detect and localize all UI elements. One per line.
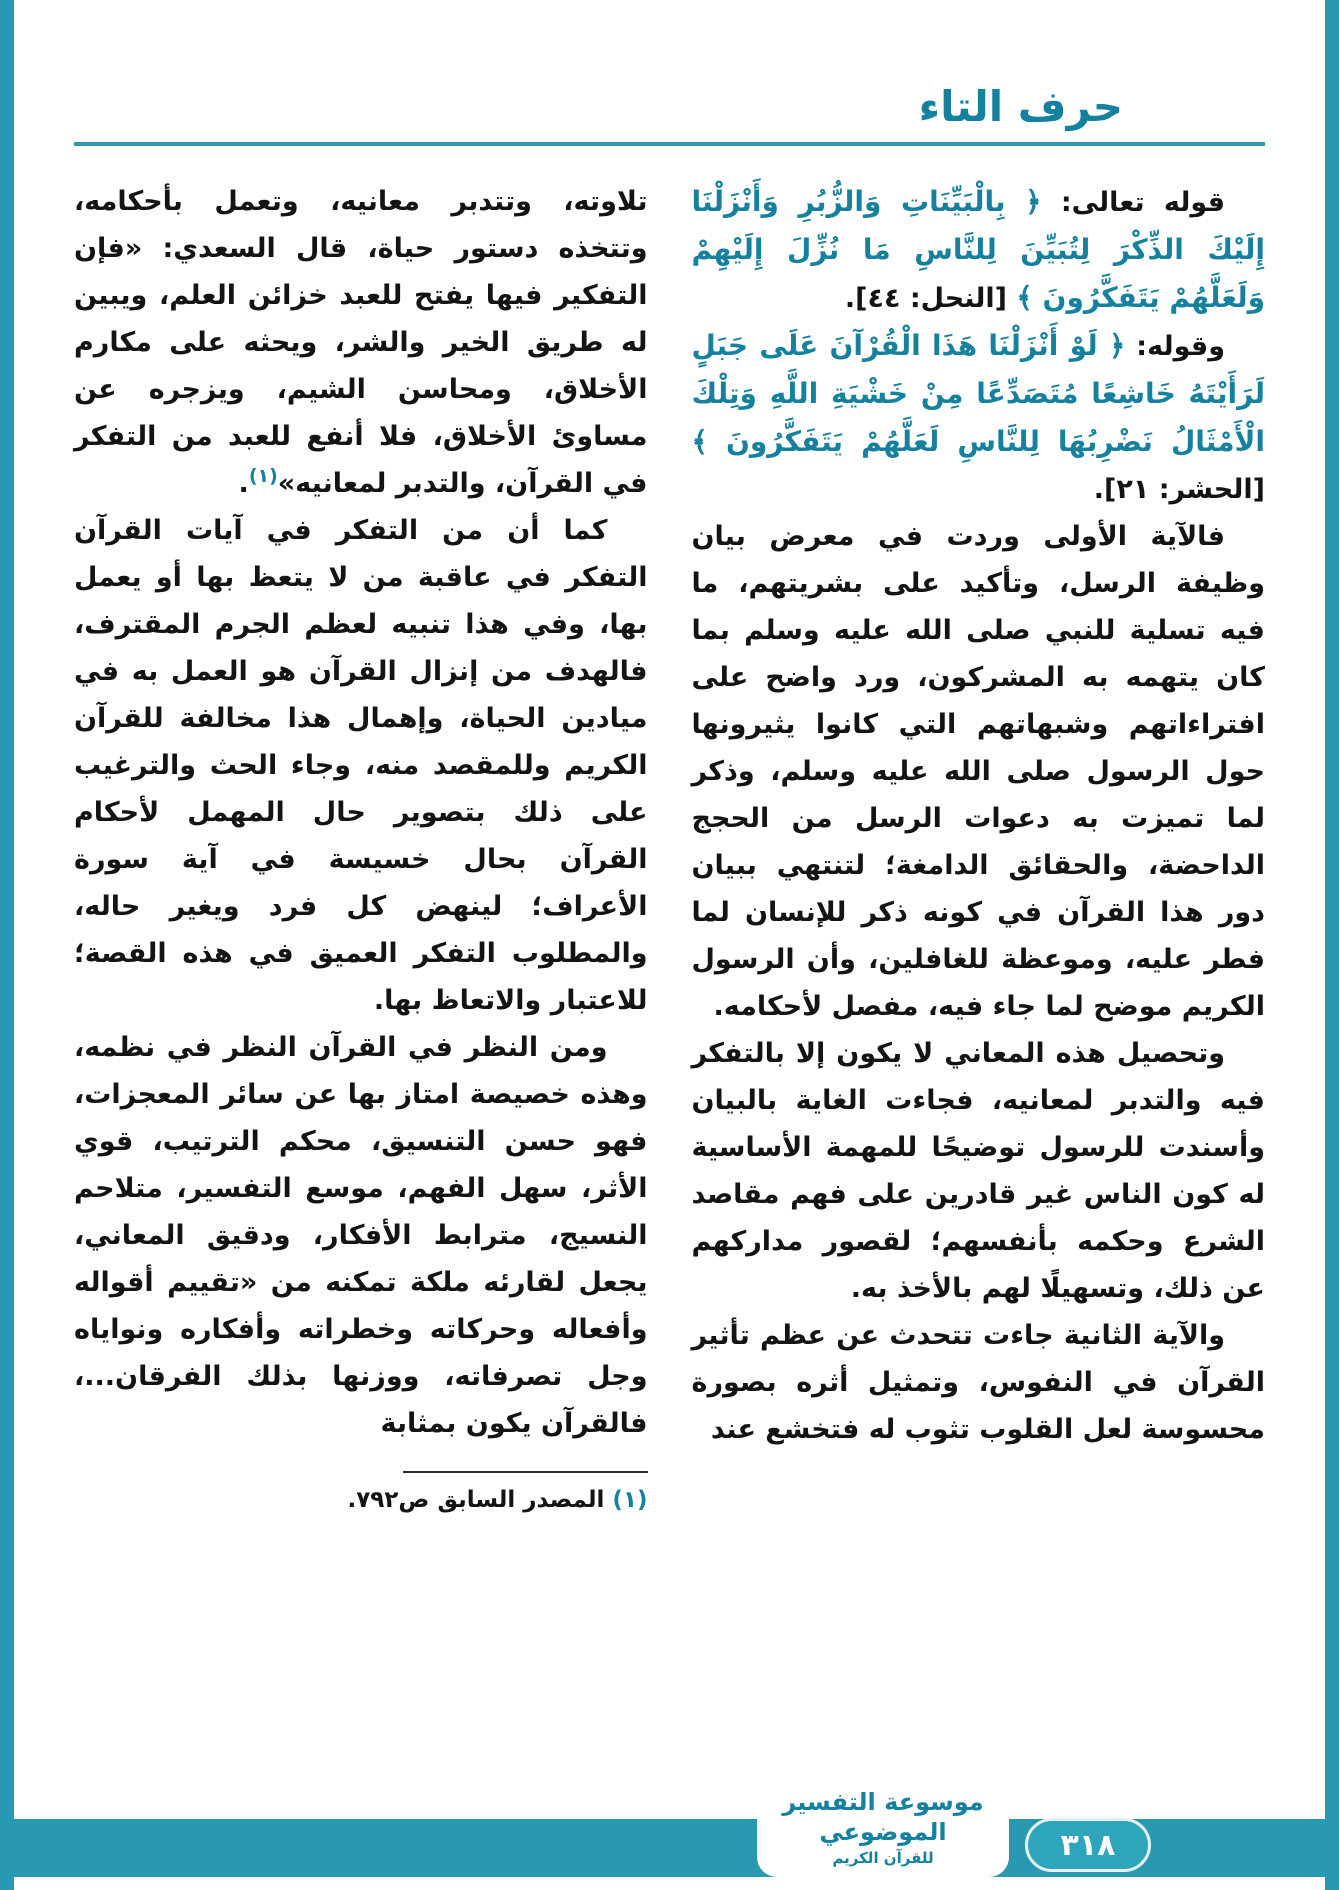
body-text: فالآية الأولى وردت في معرض بيان وظيفة الرسل، وتأكيد على بشريتهم، ما فيه تسلية للنبي صلى الله عليه وسلم بما كان يتهمه به المشركون، ورد واضح على افتراءاتهم وشبهاتهم التي كانوا يثيرونها حول الرسول صلى الله عليه وسلم، وذكر لما تميزت به دعوات الرسل من الحجج الداحضة، والحقائق الدامغة؛ لتنتهي ببيان دور هذا القرآن في كونه ذكر للإنسان لما فطر عليه، وموعظة للغافلين، وأن الرسول الكريم موضح لما جاء فيه، مفصل لأحكامه.: [691, 521, 1265, 1023]
left-edge-bar: [0, 0, 14, 1890]
paragraph: [74, 1024, 648, 1447]
verse-intro: قوله تعالى:: [1041, 187, 1226, 219]
verse-reference: [النحل: ٤٤].: [844, 283, 1017, 315]
footnote-divider: [403, 1471, 648, 1473]
footnote-number: (١): [612, 1487, 648, 1514]
left-column: [74, 178, 648, 1517]
footnote-text: المصدر السابق ص٧٩٢.: [347, 1487, 605, 1514]
paragraph: [692, 178, 1266, 322]
content-columns: [74, 178, 1265, 1517]
logo-subtitle: للقرآن الكريم: [832, 1849, 934, 1867]
left-column-text: [74, 178, 648, 1447]
footnote: [74, 1471, 648, 1517]
paragraph: [692, 513, 1266, 1030]
body-text: والآية الثانية جاءت تتحدث عن عظم تأثير القرآن في النفوس، وتمثيل أثره بصورة محسوسة لعل القلوب تثوب له فتخشع عند: [691, 1320, 1265, 1446]
right-column: [692, 178, 1266, 1517]
paragraph: [692, 322, 1266, 513]
verse-intro: وقوله:: [1125, 331, 1225, 363]
footnote-ref-marker: (١): [248, 465, 278, 488]
paragraph: [692, 1030, 1266, 1312]
verse-reference: [الحشر: ٢١].: [1093, 474, 1265, 506]
page-number-badge: ٣١٨: [1025, 1818, 1151, 1872]
body-text: .: [238, 468, 249, 500]
quran-verse: ﴿ لَوْ أَنْزَلْنَا هَذَا الْقُرْآنَ عَلَى جَبَلٍ لَرَأَيْتَهُ خَاشِعًا مُتَصَدِّعًا مِنْ خَشْيَةِ اللَّهِ وَتِلْكَ الْأَمْثَالُ نَضْرِبُهَا لِلنَّاسِ لَعَلَّهُمْ يَتَفَكَّرُونَ ﴾: [691, 329, 1265, 459]
quran-verse: ﴿ بِالْبَيِّنَاتِ وَالزُّبُرِ وَأَنْزَلْنَا إِلَيْكَ الذِّكْرَ لِتُبَيِّنَ لِلنَّاسِ مَا نُزِّلَ إِلَيْهِمْ وَلَعَلَّهُمْ يَتَفَكَّرُونَ ﴾: [691, 185, 1265, 315]
body-text: وتحصيل هذه المعاني لا يكون إلا بالتفكر فيه والتدبر لمعانيه، فجاءت الغاية بالبيان وأسندت للرسول توضيحًا للمهمة الأساسية له كون الناس غير قادرين على فهم مقاصد الشرع وحكمه بأنفسهم؛ لقصور مداركهم عن ذلك، وتسهيلًا لهم بالأخذ به.: [691, 1038, 1265, 1305]
body-text: تلاوته، وتتدبر معانيه، وتعمل بأحكامه، وتتخذه دستور حياة، قال السعدي: «فإن التفكير فيها يفتح للعبد خزائن العلم، ويبين له طريق الخير والشر، ويحثه على مكارم الأخلاق، ومحاسن الشيم، ويزجره عن مساوئ الأخلاق، فلا أنفع للعبد من التفكر في القرآن، والتدبر لمعانيه»: [74, 186, 648, 500]
paragraph: [692, 1312, 1266, 1453]
publisher-logo: [757, 1779, 1009, 1877]
paragraph: [74, 507, 648, 1024]
body-text: كما أن من التفكر في آيات القرآن التفكر في عاقبة من لا يتعظ بها أو يعمل بها، وفي هذا تنبيه لعظم الجرم المقترف، فالهدف من إنزال القرآن هو العمل به في ميادين الحياة، وإهمال هذا مخالفة للقرآن الكريم وللمقصد منه، وجاء الحث والترغيب على ذلك بتصوير حال المهمل لأحكام القرآن بحال خسيسة في آية سورة الأعراف؛ لينهض كل فرد ويغير حاله، والمطلوب التفكر العميق في هذه القصة؛ للاعتبار والاتعاظ بها.: [74, 515, 648, 1017]
logo-title: موسوعة التفسير الموضوعي: [782, 1788, 984, 1846]
footnote-line: [74, 1483, 648, 1517]
right-edge-bar: [1325, 0, 1339, 1890]
body-text: ومن النظر في القرآن النظر في نظمه، وهذه خصيصة امتاز بها عن سائر المعجزات، فهو حسن التنسيق، محكم الترتيب، قوي الأثر، سهل الفهم، موسع التفسير، متلاحم النسيج، مترابط الأفكار، ودقيق المعاني، يجعل لقارئه ملكة تمكنه من «تقييم أقواله وأفعاله وحركاته وخطراته وأفكاره ونواياه وجل تصرفاته، ووزنها بذلك الفرقان...، فالقرآن يكون بمثابة: [74, 1032, 648, 1440]
chapter-title: حرف التاء: [918, 82, 1123, 131]
paragraph: [74, 178, 648, 507]
page-header: [74, 84, 1265, 146]
